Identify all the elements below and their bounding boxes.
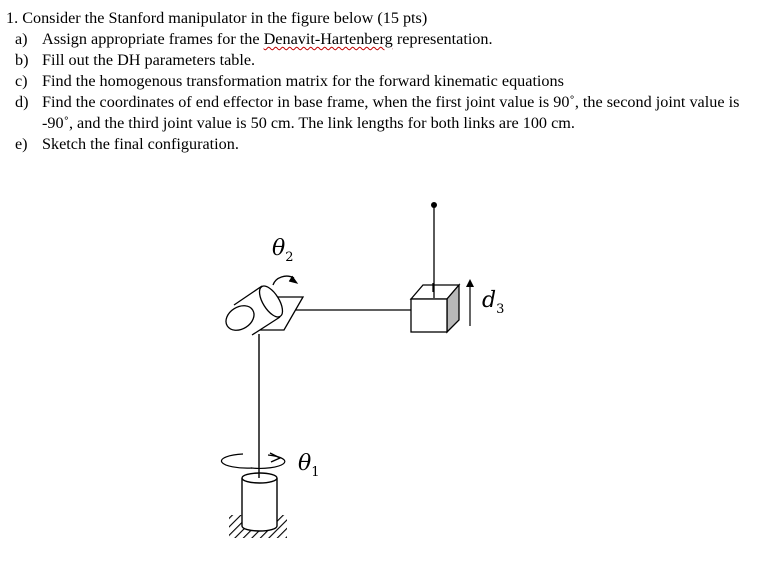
theta1-symbol: θ: [298, 451, 312, 476]
part-label: e): [15, 135, 28, 153]
part-text: Sketch the final configuration.: [42, 135, 239, 153]
part-text: Find the homogenous transformation matrix for the forward kinematic equations: [42, 72, 564, 90]
part-text: Find the coordinates of end effector in base frame, when the first joint value is 90˚, the second joint value is -90˚, and the third joint value is 50 cm. The link lengths for both links are 100 cm.: [42, 93, 740, 132]
part-text: Fill out the DH parameters table.: [42, 51, 256, 69]
part-label: d): [15, 93, 29, 111]
theta2-subscript: 2: [285, 250, 294, 265]
part-label: b): [15, 51, 29, 69]
part-label: a): [15, 30, 28, 48]
part-label: c): [15, 72, 28, 90]
part-a-text-start: Assign appropriate frames for the: [42, 30, 264, 48]
part-a-text-end: representation.: [392, 30, 493, 48]
d3-subscript: 3: [496, 302, 505, 317]
question-title: 1. Consider the Stanford manipulator in the figure below (15 pts): [6, 9, 428, 27]
theta2-symbol: θ: [272, 236, 286, 261]
joint2-rotation-arrow: [273, 276, 297, 285]
theta2-label: [272, 236, 294, 265]
end-effector-dot: [431, 202, 437, 208]
d3-label: [482, 288, 504, 317]
spellcheck-word: Denavit-Hartenberg: [263, 30, 393, 48]
base-cylinder: [242, 473, 277, 531]
theta1-label: [298, 451, 320, 480]
theta1-subscript: 1: [311, 465, 320, 480]
joint1-rotation-arrow: [221, 453, 284, 468]
d3-symbol: d: [482, 288, 497, 313]
prismatic-cube: [411, 285, 459, 332]
